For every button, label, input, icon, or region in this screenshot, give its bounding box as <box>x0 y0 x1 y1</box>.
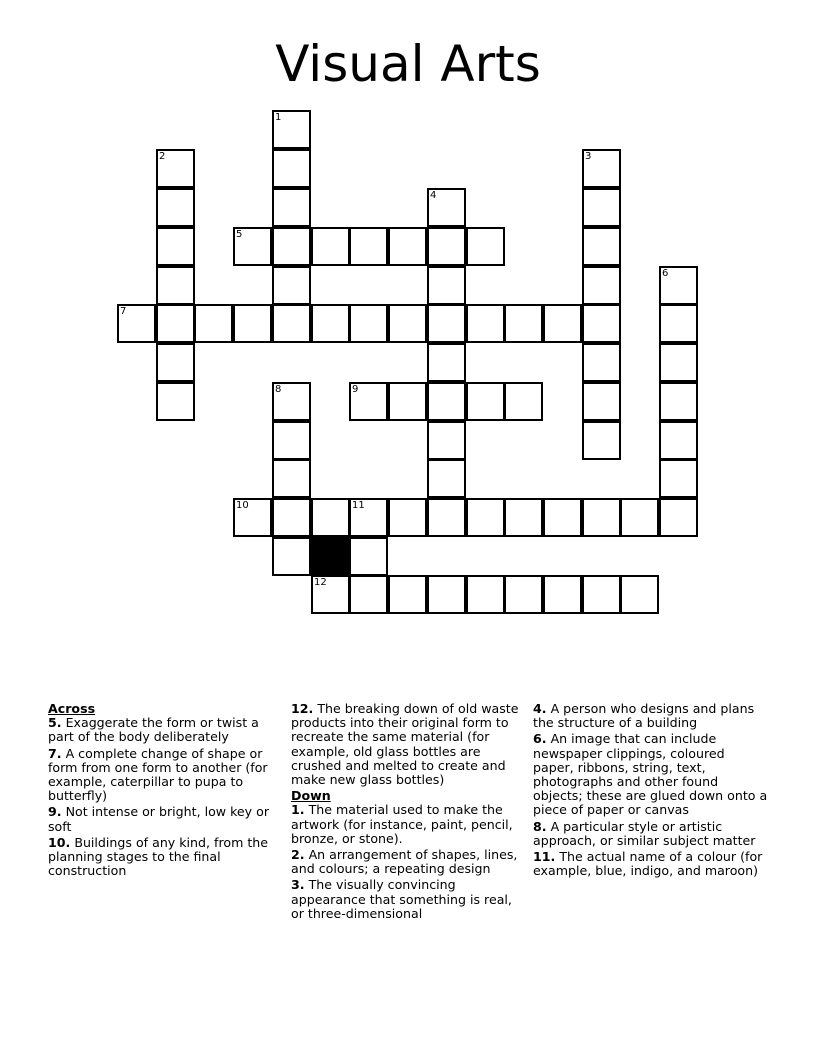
grid-cell[interactable] <box>582 149 621 188</box>
clue-number: 1 <box>275 112 282 123</box>
clue-down-2: 2. An arrangement of shapes, lines, and colours; a repeating design <box>291 847 518 877</box>
across-heading: Across <box>48 701 96 716</box>
black-cell <box>311 537 350 576</box>
grid-cell[interactable] <box>349 227 388 266</box>
grid-cell[interactable] <box>466 382 505 421</box>
grid-cell[interactable] <box>349 537 388 576</box>
grid-cell[interactable] <box>117 304 156 343</box>
grid-cell[interactable] <box>272 459 311 498</box>
grid-cell[interactable] <box>156 149 195 188</box>
grid-cell[interactable] <box>349 304 388 343</box>
clue-number: 8 <box>275 384 282 395</box>
grid-cell[interactable] <box>233 304 272 343</box>
grid-cell[interactable] <box>272 188 311 227</box>
grid-cell[interactable] <box>388 498 427 537</box>
grid-cell[interactable] <box>620 575 659 614</box>
grid-cell[interactable] <box>427 304 466 343</box>
grid-cell[interactable] <box>659 421 698 460</box>
grid-cell[interactable] <box>272 498 311 537</box>
grid-cell[interactable] <box>156 188 195 227</box>
grid-cell[interactable] <box>388 382 427 421</box>
grid-cell[interactable] <box>427 188 466 227</box>
clue-number: 6 <box>662 268 669 279</box>
grid-cell[interactable] <box>156 382 195 421</box>
grid-cell[interactable] <box>427 498 466 537</box>
grid-cell[interactable] <box>582 343 621 382</box>
grid-cell[interactable] <box>582 421 621 460</box>
grid-cell[interactable] <box>272 227 311 266</box>
clue-column-3 <box>533 702 769 880</box>
grid-cell[interactable] <box>156 266 195 305</box>
grid-cell[interactable] <box>427 575 466 614</box>
clue-across-9: 9. Not intense or bright, low key or soft <box>48 804 270 834</box>
grid-cell[interactable] <box>582 188 621 227</box>
grid-cell[interactable] <box>659 304 698 343</box>
grid-cell[interactable] <box>156 304 195 343</box>
grid-cell[interactable] <box>659 266 698 305</box>
grid-cell[interactable] <box>388 304 427 343</box>
grid-cell[interactable] <box>349 498 388 537</box>
grid-cell[interactable] <box>427 382 466 421</box>
grid-cell[interactable] <box>388 575 427 614</box>
grid-cell[interactable] <box>582 575 621 614</box>
clue-number: 4 <box>430 190 437 201</box>
grid-cell[interactable] <box>466 575 505 614</box>
grid-cell[interactable] <box>504 498 543 537</box>
grid-cell[interactable] <box>504 575 543 614</box>
clue-number: 3 <box>585 151 592 162</box>
clue-down-8: 8. A particular style or artistic approach, or similar subject matter <box>533 818 756 848</box>
grid-cell[interactable] <box>349 382 388 421</box>
grid-cell[interactable] <box>543 304 582 343</box>
grid-cell[interactable] <box>582 227 621 266</box>
clue-down-3: 3. The visually convincing appearance that something is real, or three-dimensional <box>291 877 512 921</box>
clue-down-1: 1. The material used to make the artwork (for instance, paint, pencil, bronze, or stone). <box>291 802 513 846</box>
grid-cell[interactable] <box>504 304 543 343</box>
clue-number: 12 <box>314 577 327 588</box>
grid-cell[interactable] <box>582 266 621 305</box>
clue-across-7: 7. A complete change of shape or form from one form to another (for example, caterpillar to pupa to butterfly) <box>48 745 268 804</box>
grid-cell[interactable] <box>466 498 505 537</box>
grid-cell[interactable] <box>659 343 698 382</box>
clue-across-5: 5. Exaggerate the form or twist a part of the body deliberately <box>48 715 259 745</box>
grid-cell[interactable] <box>233 227 272 266</box>
grid-cell[interactable] <box>582 498 621 537</box>
grid-cell[interactable] <box>272 304 311 343</box>
grid-cell[interactable] <box>427 227 466 266</box>
clue-number: 7 <box>120 306 127 317</box>
grid-cell[interactable] <box>272 266 311 305</box>
clue-number: 2 <box>159 151 166 162</box>
clue-number: 11 <box>352 500 365 511</box>
clue-number: 9 <box>352 384 359 395</box>
grid-cell[interactable] <box>233 498 272 537</box>
grid-cell[interactable] <box>272 110 311 149</box>
grid-cell[interactable] <box>427 343 466 382</box>
grid-cell[interactable] <box>388 227 427 266</box>
grid-cell[interactable] <box>311 498 350 537</box>
grid-cell[interactable] <box>466 304 505 343</box>
grid-cell[interactable] <box>272 149 311 188</box>
clue-number: 5 <box>236 229 243 240</box>
grid-cell[interactable] <box>543 498 582 537</box>
clue-column-1 <box>48 702 276 880</box>
grid-cell[interactable] <box>311 227 350 266</box>
clue-number: 10 <box>236 500 249 511</box>
grid-cell[interactable] <box>349 575 388 614</box>
grid-cell[interactable] <box>620 498 659 537</box>
grid-cell[interactable] <box>659 459 698 498</box>
grid-cell[interactable] <box>156 343 195 382</box>
grid-cell[interactable] <box>311 575 350 614</box>
clue-column-2 <box>291 702 525 923</box>
clue-across-12: 12. The breaking down of old waste products into their original form to recreate the same material (for example, old glass bottles are crushed and melted to create and make new glass bottles) <box>291 701 519 788</box>
grid-cell[interactable] <box>427 266 466 305</box>
grid-cell[interactable] <box>466 227 505 266</box>
grid-cell[interactable] <box>582 382 621 421</box>
grid-cell[interactable] <box>272 382 311 421</box>
clue-across-10: 10. Buildings of any kind, from the planning stages to the final construction <box>48 834 269 879</box>
grid-cell[interactable] <box>504 382 543 421</box>
grid-cell[interactable] <box>311 304 350 343</box>
puzzle-title: Visual Arts <box>275 35 541 93</box>
grid-cell[interactable] <box>582 304 621 343</box>
clue-down-4: 4. A person who designs and plans the structure of a building <box>533 701 755 731</box>
grid-cell[interactable] <box>427 459 466 498</box>
grid-cell[interactable] <box>194 304 233 343</box>
grid-cell[interactable] <box>659 382 698 421</box>
grid-cell[interactable] <box>659 498 698 537</box>
grid-cell[interactable] <box>272 537 311 576</box>
down-heading: Down <box>291 788 331 804</box>
grid-cell[interactable] <box>156 227 195 266</box>
grid-cell[interactable] <box>543 575 582 614</box>
clue-down-6: 6. An image that can include newspaper clippings, coloured paper, ribbons, string, text, photographs and other found objects; these are glued down onto a piece of paper or canvas <box>533 731 768 818</box>
clue-down-11: 11. The actual name of a colour (for example, blue, indigo, and maroon) <box>533 849 763 879</box>
grid-cell[interactable] <box>272 421 311 460</box>
grid-cell[interactable] <box>427 421 466 460</box>
